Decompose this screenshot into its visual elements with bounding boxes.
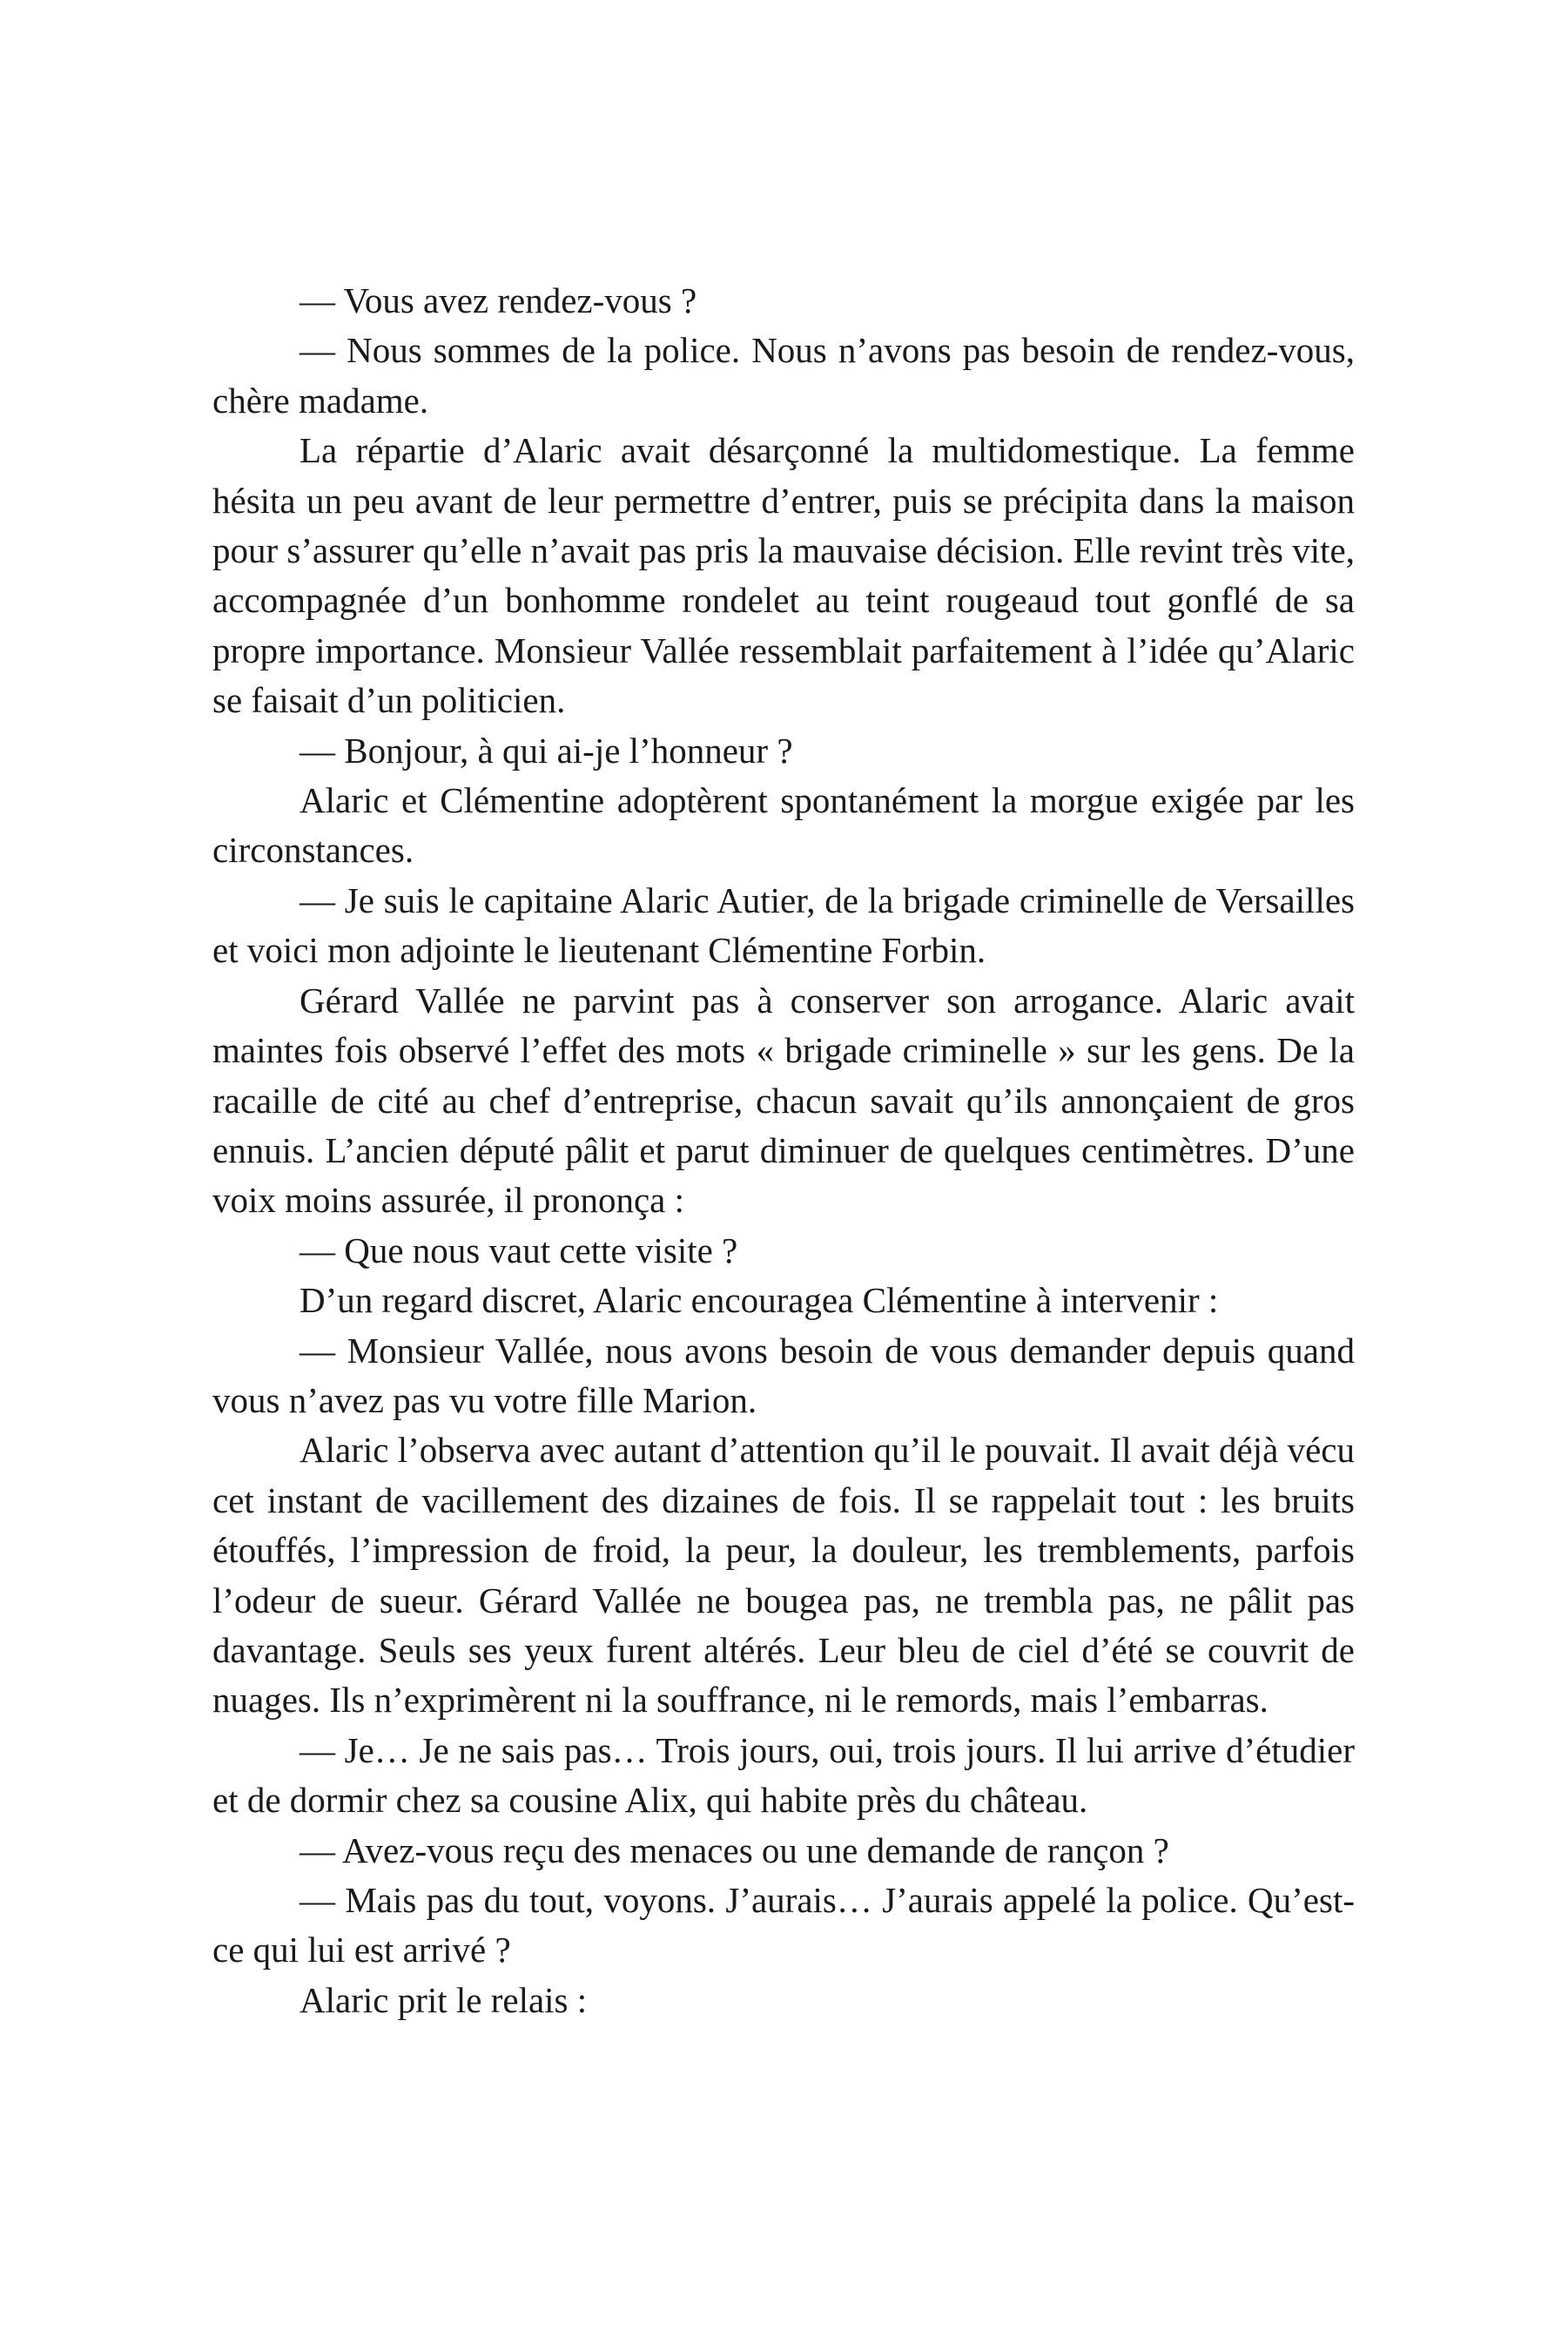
paragraph: Alaric et Clémentine adoptèrent spontanément la morgue exigée par les circonstances. <box>212 780 1355 871</box>
paragraph: D’un regard discret, Alaric encouragea Clémentine à intervenir : <box>299 1280 1219 1321</box>
paragraph: Gérard Vallée ne parvint pas à conserver son arrogance. Alaric avait maintes fois observé l’effet des mots « brigade criminelle » sur les gens. De la racaille de cité au chef d’entreprise, chacun savait qu’ils annonçaient de gros ennuis. L’ancien député pâlit et parut diminuer de quelques centimètres. D’une voix moins assurée, il prononça : <box>212 980 1355 1221</box>
paragraph: — Nous sommes de la police. Nous n’avons pas besoin de rendez-vous, chère madame. <box>212 330 1355 421</box>
body-text <box>212 276 1355 2025</box>
paragraph: Alaric prit le relais : <box>299 1979 588 2020</box>
paragraph: La répartie d’Alaric avait désarçonné la multidomestique. La femme hésita un peu avant de leur permettre d’entrer, puis se précipita dans la maison pour s’assurer qu’elle n’avait pas pris la mauvaise décision. Elle revint très vite, accompagnée d’un bonhomme rondelet au teint rougeaud tout gonflé de sa propre importance. Monsieur Vallée ressemblait parfaitement à l’idée qu’Alaric se faisait d’un politicien. <box>212 430 1355 721</box>
paragraph: — Mais pas du tout, voyons. J’aurais… J’aurais appelé la police. Qu’est-ce qui lui est arrivé ? <box>212 1880 1355 1970</box>
paragraph: — Avez-vous reçu des menaces ou une demande de rançon ? <box>299 1829 1169 1870</box>
paragraph: — Je… Je ne sais pas… Trois jours, oui, trois jours. Il lui arrive d’étudier et de dormir chez sa cousine Alix, qui habite près du château. <box>212 1729 1355 1821</box>
paragraph: — Que nous vaut cette visite ? <box>299 1229 738 1270</box>
paragraph: — Monsieur Vallée, nous avons besoin de vous demander depuis quand vous n’avez pas vu votre fille Marion. <box>212 1330 1355 1420</box>
paragraph: Alaric l’observa avec autant d’attention qu’il le pouvait. Il avait déjà vécu cet instant de vacillement des dizaines de fois. Il se rappelait tout : les bruits étouffés, l’impression de froid, la peur, la douleur, les tremblements, parfois l’odeur de sueur. Gérard Vallée ne bougea pas, ne trembla pas, ne pâlit pas davantage. Seuls ses yeux furent altérés. Leur bleu de ciel d’été se couvrit de nuages. Ils n’exprimèrent ni la souffrance, ni le remords, mais l’embarras. <box>212 1430 1355 1721</box>
paragraph: — Je suis le capitaine Alaric Autier, de la brigade criminelle de Versailles et voici mon adjointe le lieutenant Clémentine Forbin. <box>212 879 1355 971</box>
paragraph: — Bonjour, à qui ai-je l’honneur ? <box>299 730 793 771</box>
paragraph: — Vous avez rendez-vous ? <box>299 280 697 320</box>
